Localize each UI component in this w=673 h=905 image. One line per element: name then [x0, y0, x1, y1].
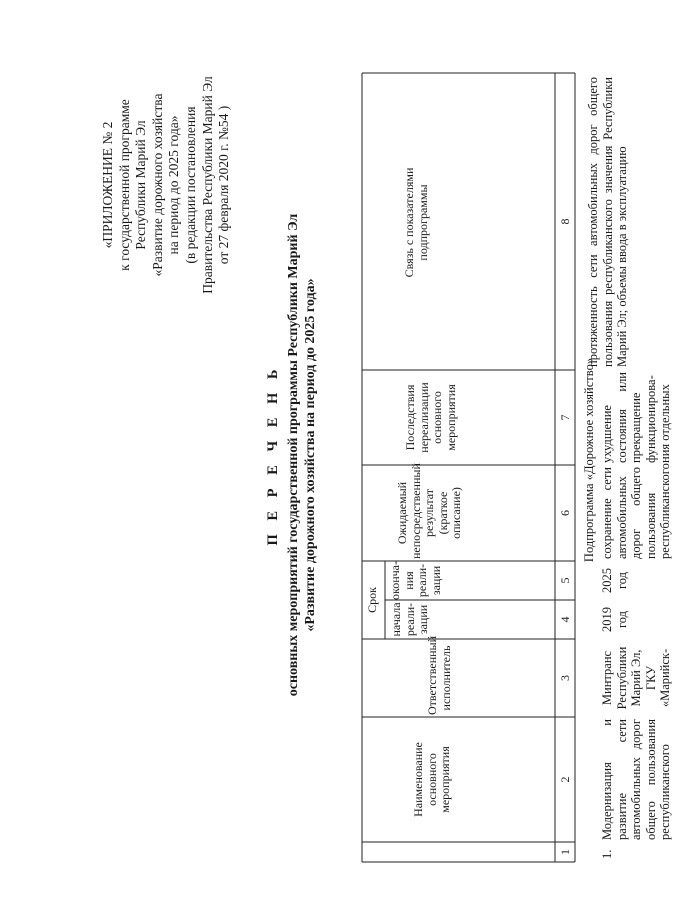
- column-number: 2: [558, 776, 572, 783]
- row-end: 2025 год: [600, 568, 629, 593]
- title-subtitle: основных мероприятий государственной программы Республики Марий Эл: [286, 213, 301, 697]
- header-consequences: Последствия нереализации основного мероприятия: [403, 382, 458, 453]
- appendix-line: (в редакции постановления: [182, 106, 198, 264]
- row-name: Модернизация и развитие сети автомобильных дорог общего пользования республиканского: [600, 719, 673, 840]
- header-end: оконча-ния реали-зации: [388, 561, 443, 600]
- appendix-line: от 27 февраля 2020 г. №54 ): [216, 105, 232, 265]
- title-word: П Е Р Е Ч Е Н Ь: [265, 364, 281, 546]
- appendix-line: к государственной программе: [116, 99, 132, 271]
- header-term: Срок: [365, 587, 379, 613]
- title-program-name: «Развитие дорожного хозяйства на период до 2025 года»: [303, 278, 318, 632]
- header-start: начала реали-зации: [389, 602, 430, 637]
- column-number: 6: [558, 510, 572, 516]
- row-number: 1.: [600, 849, 614, 859]
- column-number: 5: [558, 577, 572, 584]
- column-number: 4: [558, 616, 572, 623]
- appendix-line: Республики Марий Эл: [133, 120, 149, 250]
- column-number: 1: [558, 849, 572, 855]
- appendix-line: на период до 2025 года»: [166, 115, 182, 255]
- row-consequences: ухудшение состояния или прекращение функционирова-ния отдельных: [600, 372, 673, 463]
- row-result: сохранение сети автомобильных дорог общего пользования республиканского: [600, 463, 673, 559]
- column-number: 8: [558, 218, 572, 225]
- header-result: Ожидаемый непосредственный результат (краткое описание): [395, 463, 463, 559]
- column-number: 7: [558, 414, 572, 421]
- appendix-line: Правительства Республики Марий Эл: [199, 76, 215, 294]
- appendix-line: «ПРИЛОЖЕНИЕ № 2: [100, 121, 115, 249]
- column-number: 3: [558, 675, 572, 681]
- row-link: протяженность сети автомобильных дорог общего пользования республиканского значения Республики Марий Эл; объемы ввода в эксплуатацию: [586, 77, 630, 367]
- row-executor: Минтранс Республики Марий Эл, ГКУ «Марийск-: [600, 646, 673, 710]
- header-executor: Ответственный исполнитель: [425, 635, 453, 715]
- subprogram-title: Подпрограмма «Дорожное хозяйство»: [582, 357, 596, 563]
- header-link: Связь с показателями подпрограммы: [402, 167, 430, 278]
- header-name: Наименование основного мероприятия: [411, 742, 452, 817]
- row-start: 2019 год: [600, 607, 629, 632]
- appendix-line: «Развитие дорожного хозяйства: [149, 93, 165, 277]
